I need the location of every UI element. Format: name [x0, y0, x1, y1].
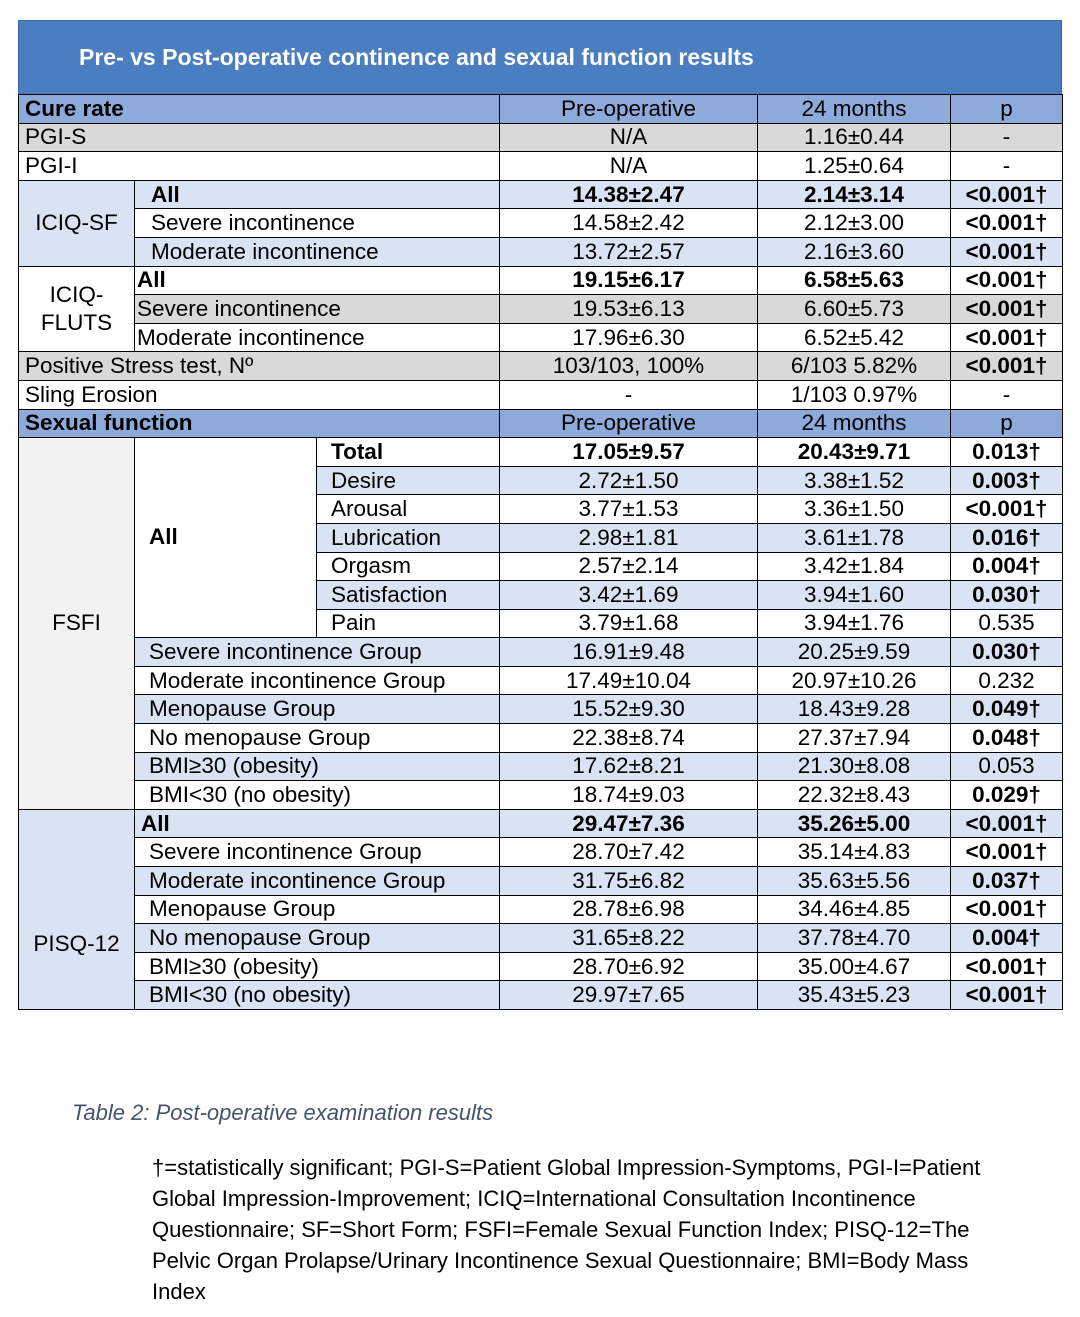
- row-label: Moderate incontinence: [135, 237, 500, 266]
- p-value: 0.004†: [951, 924, 1063, 953]
- p-value: <0.001†: [951, 981, 1063, 1010]
- row-label: No menopause Group: [135, 924, 500, 953]
- p-value: 0.029†: [951, 781, 1063, 810]
- table-row: [19, 266, 1063, 295]
- post-value: 20.43±9.71: [758, 438, 951, 467]
- pre-value: 103/103, 100%: [500, 352, 758, 381]
- table-row: [19, 867, 1063, 896]
- table-row: [19, 781, 1063, 810]
- row-label: All: [135, 266, 500, 295]
- row-label: BMI≥30 (obesity): [135, 952, 500, 981]
- table-title: Pre- vs Post-operative continence and sexual function results: [18, 20, 1062, 94]
- p-value: -: [951, 380, 1063, 409]
- post-value: 35.43±5.23: [758, 981, 951, 1010]
- post-value: 3.42±1.84: [758, 552, 951, 581]
- header-pre: Pre-operative: [500, 95, 758, 124]
- pre-value: 2.57±2.14: [500, 552, 758, 581]
- header-post: 24 months: [758, 95, 951, 124]
- p-value: 0.013†: [951, 438, 1063, 467]
- group-label-fsfi: FSFI: [19, 438, 135, 810]
- p-value: 0.053: [951, 752, 1063, 781]
- p-value: <0.001†: [951, 809, 1063, 838]
- pre-value: 3.42±1.69: [500, 581, 758, 610]
- row-label: Orgasm: [317, 552, 500, 581]
- pre-value: 31.75±6.82: [500, 867, 758, 896]
- table-row: [19, 380, 1063, 409]
- table-row: [19, 323, 1063, 352]
- row-label: All: [135, 809, 500, 838]
- results-table: [18, 94, 1063, 1010]
- post-value: 35.14±4.83: [758, 838, 951, 867]
- row-label: Lubrication: [317, 523, 500, 552]
- p-value: <0.001†: [951, 209, 1063, 238]
- table-row: [19, 152, 1063, 181]
- subgroup-label-all: All: [135, 438, 317, 638]
- p-value: -: [951, 152, 1063, 181]
- p-value: <0.001†: [951, 180, 1063, 209]
- row-label: PGI-S: [19, 123, 500, 152]
- pre-value: N/A: [500, 123, 758, 152]
- header-label: Sexual function: [19, 409, 500, 438]
- pre-value: 2.98±1.81: [500, 523, 758, 552]
- post-value: 3.38±1.52: [758, 466, 951, 495]
- table-row: [19, 438, 1063, 467]
- pre-value: 28.70±7.42: [500, 838, 758, 867]
- post-value: 3.61±1.78: [758, 523, 951, 552]
- p-value: <0.001†: [951, 323, 1063, 352]
- pre-value: 3.77±1.53: [500, 495, 758, 524]
- header-p: p: [951, 95, 1063, 124]
- post-value: 6.52±5.42: [758, 323, 951, 352]
- post-value: 1/103 0.97%: [758, 380, 951, 409]
- p-value: <0.001†: [951, 495, 1063, 524]
- table-row: [19, 209, 1063, 238]
- pre-value: 19.15±6.17: [500, 266, 758, 295]
- header-label: Cure rate: [19, 95, 500, 124]
- post-value: 35.00±4.67: [758, 952, 951, 981]
- table-row: [19, 123, 1063, 152]
- row-label: BMI<30 (no obesity): [135, 781, 500, 810]
- pre-value: 15.52±9.30: [500, 695, 758, 724]
- table-row: [19, 638, 1063, 667]
- row-label: BMI≥30 (obesity): [135, 752, 500, 781]
- row-label: Satisfaction: [317, 581, 500, 610]
- header-pre: Pre-operative: [500, 409, 758, 438]
- pre-value: 14.38±2.47: [500, 180, 758, 209]
- pre-value: 31.65±8.22: [500, 924, 758, 953]
- table-row: [19, 838, 1063, 867]
- row-label: Severe incontinence Group: [135, 838, 500, 867]
- p-value: <0.001†: [951, 295, 1063, 324]
- pre-value: 28.70±6.92: [500, 952, 758, 981]
- row-label: Severe incontinence: [135, 295, 500, 324]
- post-value: 20.25±9.59: [758, 638, 951, 667]
- p-value: 0.535: [951, 609, 1063, 638]
- row-label: Desire: [317, 466, 500, 495]
- table-row: [19, 895, 1063, 924]
- p-value: <0.001†: [951, 895, 1063, 924]
- post-value: 37.78±4.70: [758, 924, 951, 953]
- post-value: 1.16±0.44: [758, 123, 951, 152]
- table-row: [19, 809, 1063, 838]
- post-value: 18.43±9.28: [758, 695, 951, 724]
- p-value: 0.048†: [951, 724, 1063, 753]
- table-row: [19, 180, 1063, 209]
- p-value: 0.003†: [951, 466, 1063, 495]
- table-caption: Table 2: Post-operative examination results: [72, 1100, 494, 1125]
- post-value: 2.16±3.60: [758, 237, 951, 266]
- post-value: 22.32±8.43: [758, 781, 951, 810]
- p-value: 0.004†: [951, 552, 1063, 581]
- post-value: 3.36±1.50: [758, 495, 951, 524]
- row-label: All: [135, 180, 500, 209]
- results-table-container: [18, 20, 1062, 1010]
- group-label-iciq-sf: ICIQ-SF: [19, 180, 135, 266]
- header-post: 24 months: [758, 409, 951, 438]
- table-row: [19, 724, 1063, 753]
- p-value: 0.016†: [951, 523, 1063, 552]
- pre-value: N/A: [500, 152, 758, 181]
- p-value: <0.001†: [951, 952, 1063, 981]
- table-row: [19, 695, 1063, 724]
- p-value: 0.030†: [951, 638, 1063, 667]
- post-value: 3.94±1.60: [758, 581, 951, 610]
- pre-value: 22.38±8.74: [500, 724, 758, 753]
- group-label-line1: ICIQ-: [49, 281, 104, 307]
- post-value: 35.26±5.00: [758, 809, 951, 838]
- pre-value: 19.53±6.13: [500, 295, 758, 324]
- row-label: Arousal: [317, 495, 500, 524]
- post-value: 34.46±4.85: [758, 895, 951, 924]
- table-row: [19, 752, 1063, 781]
- header-p: p: [951, 409, 1063, 438]
- post-value: 27.37±7.94: [758, 724, 951, 753]
- table-row: [19, 952, 1063, 981]
- p-value: 0.232: [951, 666, 1063, 695]
- row-label: Moderate incontinence Group: [135, 867, 500, 896]
- header-row-cure-rate: [19, 95, 1063, 124]
- pre-value: 17.62±8.21: [500, 752, 758, 781]
- row-label: Menopause Group: [135, 695, 500, 724]
- row-label: Severe incontinence Group: [135, 638, 500, 667]
- row-label: PGI-I: [19, 152, 500, 181]
- row-label: Menopause Group: [135, 895, 500, 924]
- post-value: 2.12±3.00: [758, 209, 951, 238]
- post-value: 35.63±5.56: [758, 867, 951, 896]
- table-footnote: †=statistically significant; PGI-S=Patient Global Impression-Symptoms, PGI-I=Patient Global Impression-Improvement; ICIQ=International Consultation Incontinence Questionnaire; SF=Short Form; FSFI=Female Sexual Function Index; PISQ-12=The Pelvic Organ Prolapse/Urinary Incontinence Sexual Questionnaire; BMI=Body Mass Index: [152, 1155, 981, 1304]
- table-row: [19, 295, 1063, 324]
- table-row: [19, 237, 1063, 266]
- post-value: 21.30±8.08: [758, 752, 951, 781]
- p-value: <0.001†: [951, 352, 1063, 381]
- group-label-pisq-12: PISQ-12: [19, 809, 135, 1009]
- p-value: 0.030†: [951, 581, 1063, 610]
- p-value: <0.001†: [951, 266, 1063, 295]
- p-value: -: [951, 123, 1063, 152]
- table-row: [19, 981, 1063, 1010]
- post-value: 6.60±5.73: [758, 295, 951, 324]
- post-value: 20.97±10.26: [758, 666, 951, 695]
- post-value: 3.94±1.76: [758, 609, 951, 638]
- p-value: 0.049†: [951, 695, 1063, 724]
- row-label: Moderate incontinence: [135, 323, 500, 352]
- post-value: 6.58±5.63: [758, 266, 951, 295]
- row-label: BMI<30 (no obesity): [135, 981, 500, 1010]
- group-label-line2: FLUTS: [40, 309, 113, 335]
- pre-value: 13.72±2.57: [500, 237, 758, 266]
- pre-value: 14.58±2.42: [500, 209, 758, 238]
- header-row-sexual-function: [19, 409, 1063, 438]
- table-row: [19, 352, 1063, 381]
- post-value: 2.14±3.14: [758, 180, 951, 209]
- post-value: 6/103 5.82%: [758, 352, 951, 381]
- pre-value: 18.74±9.03: [500, 781, 758, 810]
- row-label: Sling Erosion: [19, 380, 500, 409]
- pre-value: 28.78±6.98: [500, 895, 758, 924]
- p-value: <0.001†: [951, 237, 1063, 266]
- row-label: Severe incontinence: [135, 209, 500, 238]
- p-value: 0.037†: [951, 867, 1063, 896]
- table-row: [19, 666, 1063, 695]
- row-label: Moderate incontinence Group: [135, 666, 500, 695]
- pre-value: 17.96±6.30: [500, 323, 758, 352]
- row-label: Total: [317, 438, 500, 467]
- row-label: Positive Stress test, Nº: [19, 352, 500, 381]
- group-label-iciq-fluts: [19, 266, 135, 352]
- post-value: 1.25±0.64: [758, 152, 951, 181]
- pre-value: 16.91±9.48: [500, 638, 758, 667]
- pre-value: 29.97±7.65: [500, 981, 758, 1010]
- p-value: <0.001†: [951, 838, 1063, 867]
- pre-value: -: [500, 380, 758, 409]
- pre-value: 17.05±9.57: [500, 438, 758, 467]
- table-row: [19, 924, 1063, 953]
- row-label: Pain: [317, 609, 500, 638]
- pre-value: 17.49±10.04: [500, 666, 758, 695]
- row-label: No menopause Group: [135, 724, 500, 753]
- pre-value: 2.72±1.50: [500, 466, 758, 495]
- pre-value: 3.79±1.68: [500, 609, 758, 638]
- pre-value: 29.47±7.36: [500, 809, 758, 838]
